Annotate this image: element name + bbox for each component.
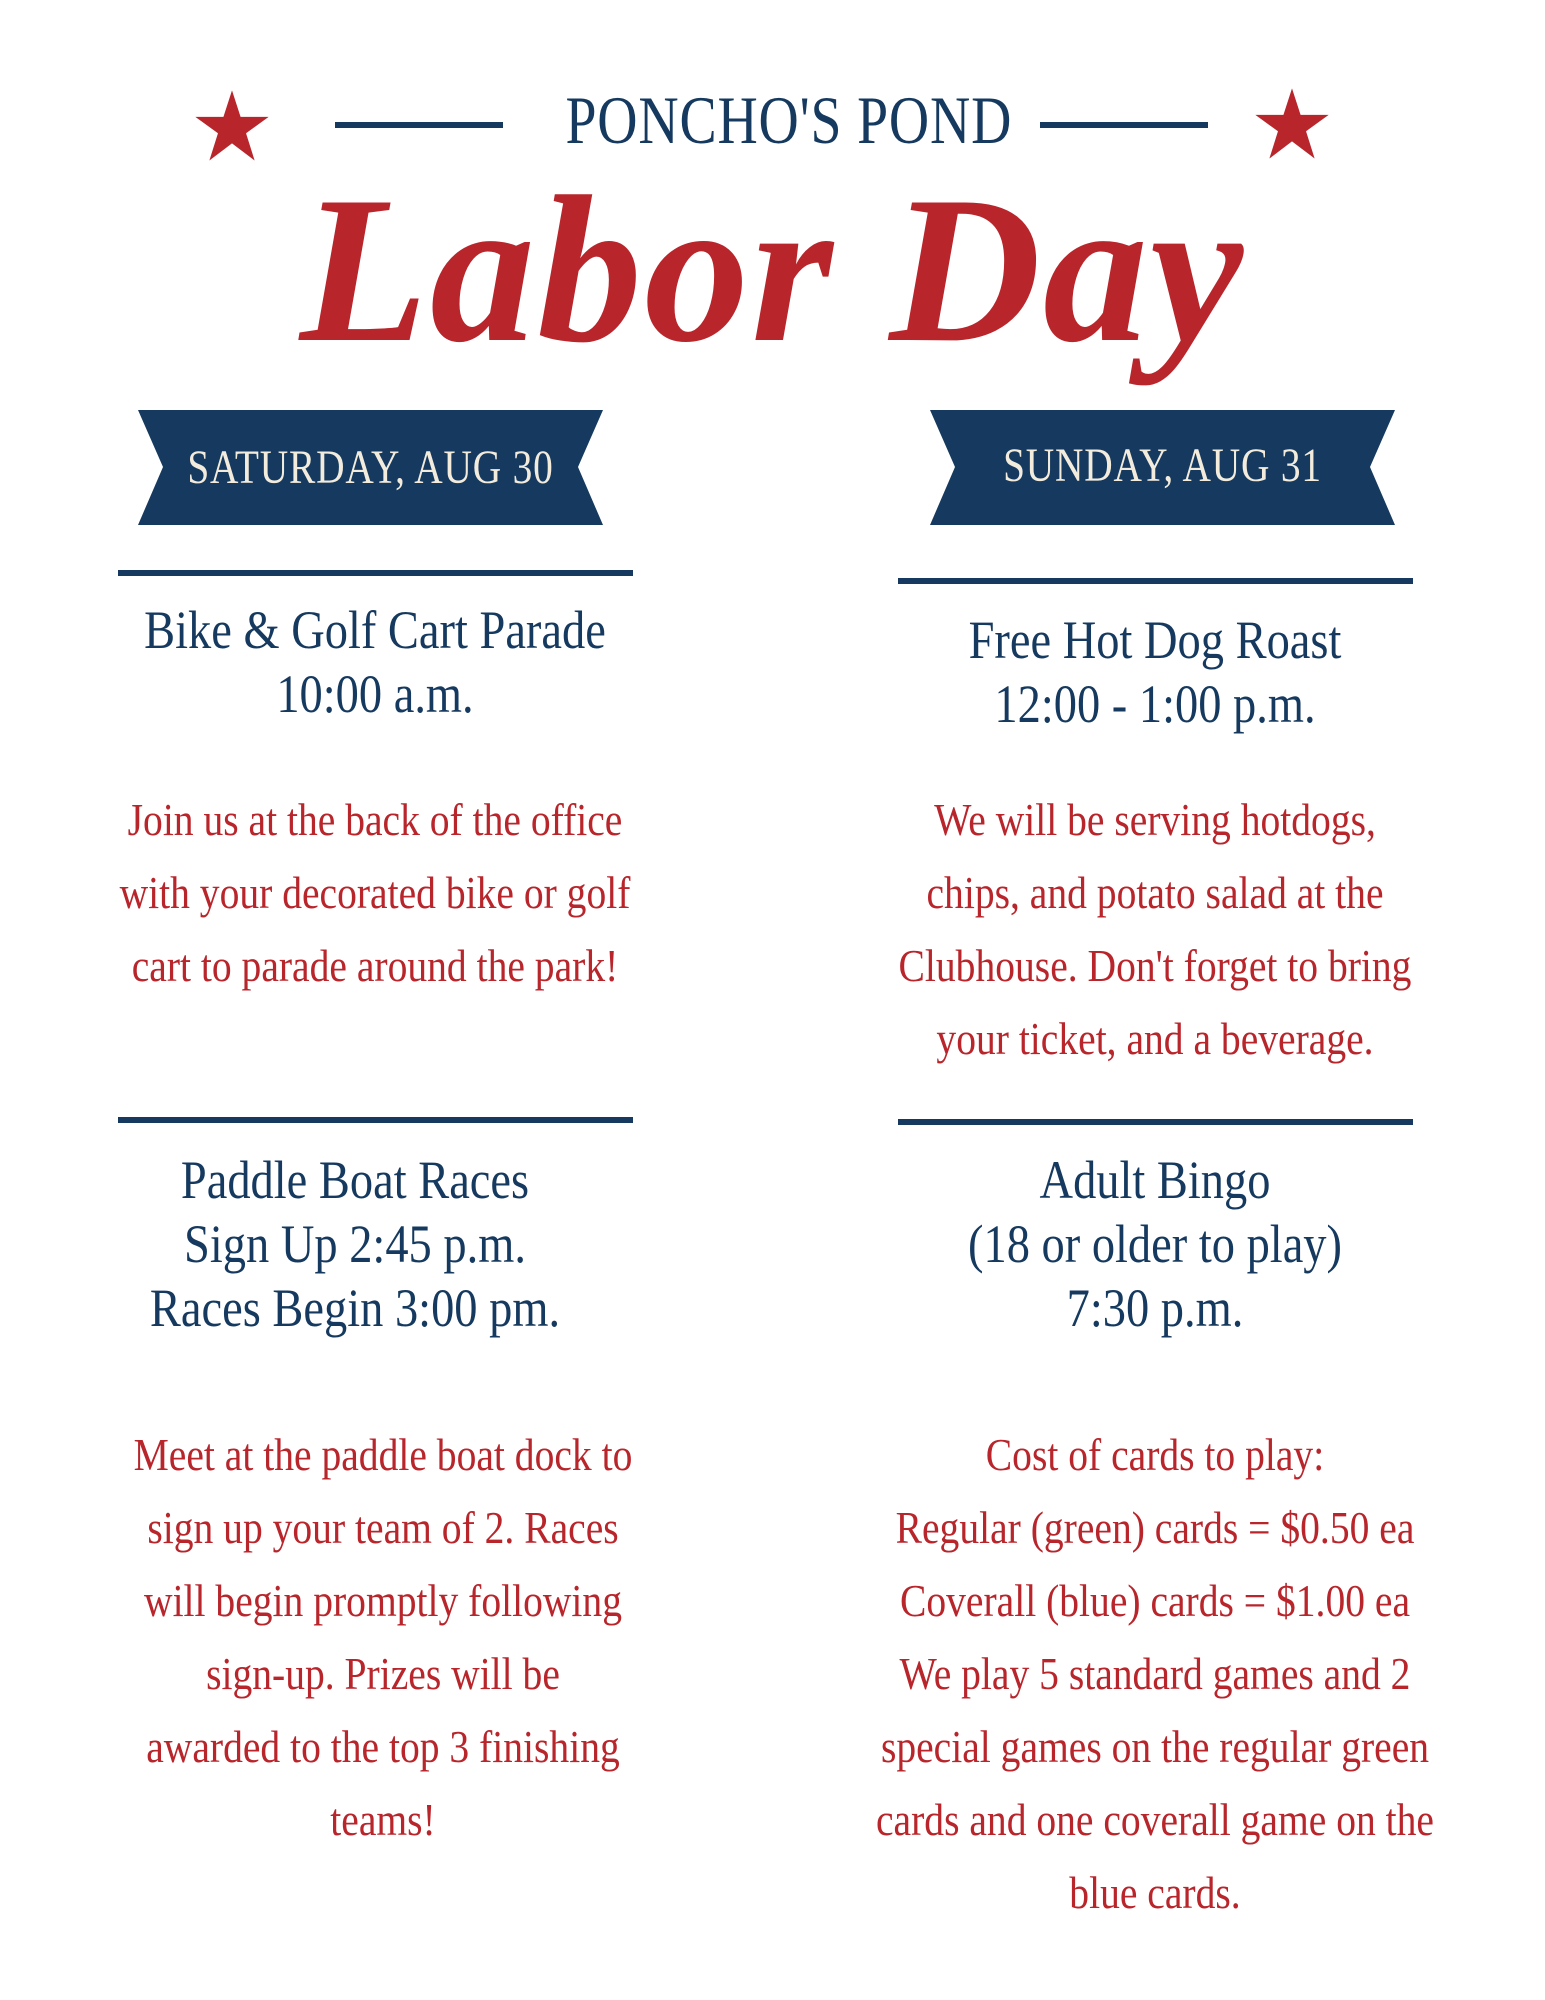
star-icon-left <box>193 88 271 166</box>
divider-rule <box>898 578 1413 584</box>
description-line: cards and one coverall game on the <box>875 1794 1435 1845</box>
event-time-line: Sign Up 2:45 p.m. <box>184 1214 526 1274</box>
saturday-event-2-description <box>95 1418 671 1856</box>
description-line: teams! <box>330 1794 436 1845</box>
event-time-line: 12:00 - 1:00 p.m. <box>994 674 1316 734</box>
event-title: Labor Day <box>299 154 1246 386</box>
description-line: will begin promptly following <box>144 1575 622 1626</box>
sunday-event-1-description <box>867 783 1443 1075</box>
description-line: special games on the regular green <box>880 1721 1430 1772</box>
event-title-line: Bike & Golf Cart Parade <box>144 600 606 660</box>
saturday-event-1-title <box>113 598 638 726</box>
brand-name: PONCHO'S POND <box>565 82 1013 158</box>
event-time-line: 7:30 p.m. <box>1066 1278 1244 1338</box>
event-title-line: Free Hot Dog Roast <box>968 610 1342 670</box>
divider-rule <box>118 1117 633 1123</box>
description-line: with your decorated bike or golf <box>119 867 631 918</box>
description-line: We play 5 standard games and 2 <box>899 1648 1411 1699</box>
header-line-left <box>335 122 503 128</box>
description-line: Meet at the paddle boat dock to <box>133 1429 633 1480</box>
description-line: We will be serving hotdogs, <box>934 794 1376 845</box>
description-line: sign up your team of 2. Races <box>147 1502 619 1553</box>
sunday-event-2-title <box>893 1148 1418 1340</box>
header-line-right <box>1040 122 1208 128</box>
saturday-event-1-description <box>87 783 663 1002</box>
event-title-line: Paddle Boat Races <box>180 1150 530 1210</box>
description-line: Coverall (blue) cards = $1.00 ea <box>899 1575 1411 1626</box>
divider-rule <box>118 570 633 576</box>
description-line: Cost of cards to play: <box>985 1429 1325 1480</box>
description-line: cart to parade around the park! <box>131 940 619 991</box>
event-time-line: Races Begin 3:00 pm. <box>149 1278 561 1338</box>
description-line: Clubhouse. Don't forget to bring <box>898 940 1412 991</box>
sunday-event-1-title <box>893 608 1418 736</box>
description-line: blue cards. <box>1069 1867 1241 1918</box>
description-line: sign-up. Prizes will be <box>206 1648 560 1699</box>
event-age-line: (18 or older to play) <box>968 1214 1342 1274</box>
divider-rule <box>898 1119 1413 1125</box>
description-line: Regular (green) cards = $0.50 ea <box>895 1502 1415 1553</box>
description-line: chips, and potato salad at the <box>926 867 1384 918</box>
description-line: your ticket, and a beverage. <box>936 1013 1374 1064</box>
saturday-banner-label: SATURDAY, AUG 30 <box>187 441 554 494</box>
sunday-event-2-description <box>845 1418 1464 1929</box>
event-time-line: 10:00 a.m. <box>276 664 474 724</box>
description-line: Join us at the back of the office <box>127 794 623 845</box>
sunday-banner-label: SUNDAY, AUG 31 <box>1003 439 1322 492</box>
saturday-event-2-title <box>93 1148 618 1340</box>
event-title-line: Adult Bingo <box>1039 1150 1271 1210</box>
description-line: awarded to the top 3 finishing <box>146 1721 620 1772</box>
